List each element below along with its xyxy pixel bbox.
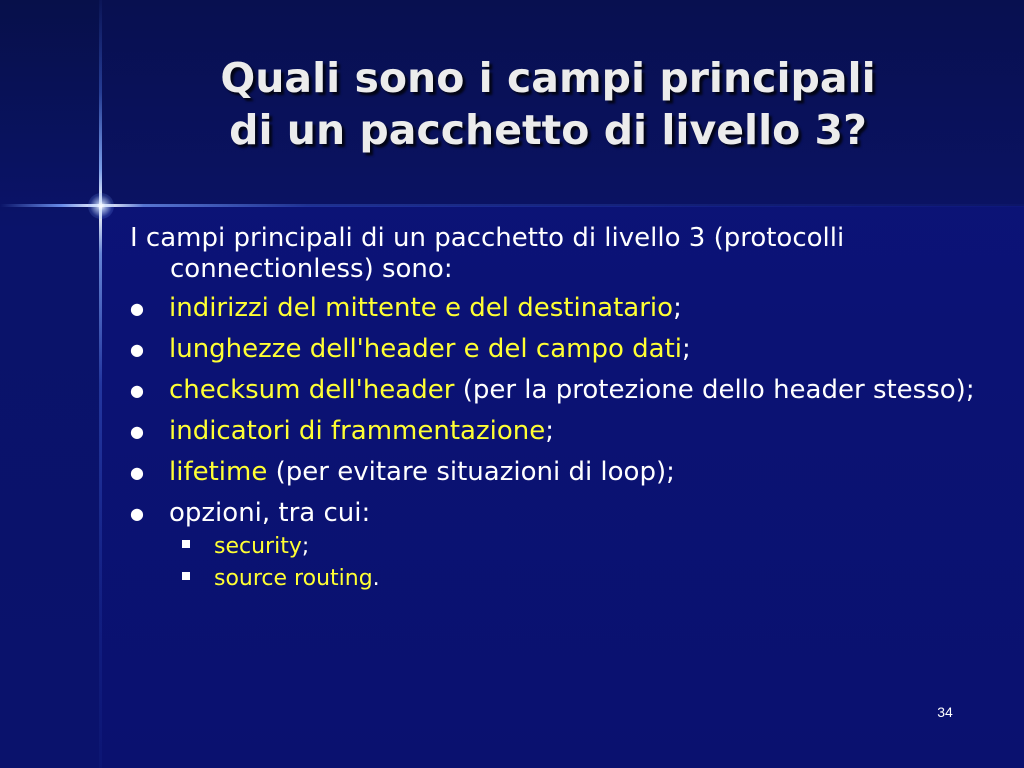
- list-item: [130, 416, 990, 447]
- sub-list: [130, 531, 990, 595]
- list-item: [130, 293, 990, 324]
- item-highlight: indirizzi del mittente e del destinatario: [169, 293, 674, 323]
- bullet-dot-icon: ●: [130, 299, 144, 318]
- list-item: [130, 498, 990, 529]
- square-bullet-icon: [182, 572, 190, 580]
- slide-title: [108, 52, 988, 156]
- item-rest: (per evitare situazioni di loop);: [267, 457, 675, 487]
- bullet-dot-icon: ●: [130, 340, 144, 359]
- list-item: [130, 334, 990, 365]
- item-highlight: lunghezze dell'header e del campo dati: [169, 334, 683, 364]
- sub-list-item: [130, 563, 990, 595]
- item-highlight: checksum dell'header: [169, 375, 455, 405]
- item-highlight: lifetime: [169, 457, 268, 487]
- list-item: [130, 457, 990, 488]
- sub-item-highlight: security: [214, 534, 302, 559]
- bullet-dot-icon: ●: [130, 422, 144, 441]
- item-rest: opzioni, tra cui:: [169, 498, 371, 528]
- left-decor-panel: [0, 0, 100, 768]
- item-rest: (per la protezione dello header stesso);: [454, 375, 975, 405]
- sub-list-item: [130, 531, 990, 563]
- list-item: [130, 375, 990, 406]
- square-bullet-icon: [182, 540, 190, 548]
- item-rest: ;: [545, 416, 554, 446]
- item-rest: ;: [673, 293, 682, 323]
- item-rest: ;: [682, 334, 691, 364]
- sub-item-rest: ;: [301, 534, 310, 559]
- page-number: 34: [937, 704, 953, 720]
- title-line-1: Quali sono i campi principali: [220, 54, 876, 102]
- item-highlight: indicatori di frammentazione: [169, 416, 546, 446]
- sub-item-highlight: source routing: [214, 566, 373, 591]
- bullet-dot-icon: ●: [130, 504, 144, 523]
- horizontal-glow-line: [0, 204, 1024, 207]
- slide-body: [130, 223, 990, 595]
- title-line-2: di un pacchetto di livello 3?: [229, 106, 867, 154]
- bullet-dot-icon: ●: [130, 381, 144, 400]
- sub-item-rest: .: [372, 566, 380, 591]
- bullet-dot-icon: ●: [130, 463, 144, 482]
- vertical-glow-line: [99, 0, 102, 768]
- sparkle-icon: [88, 193, 114, 219]
- intro-text: I campi principali di un pacchetto di livello 3 (protocolli connectionless) sono:: [130, 223, 845, 284]
